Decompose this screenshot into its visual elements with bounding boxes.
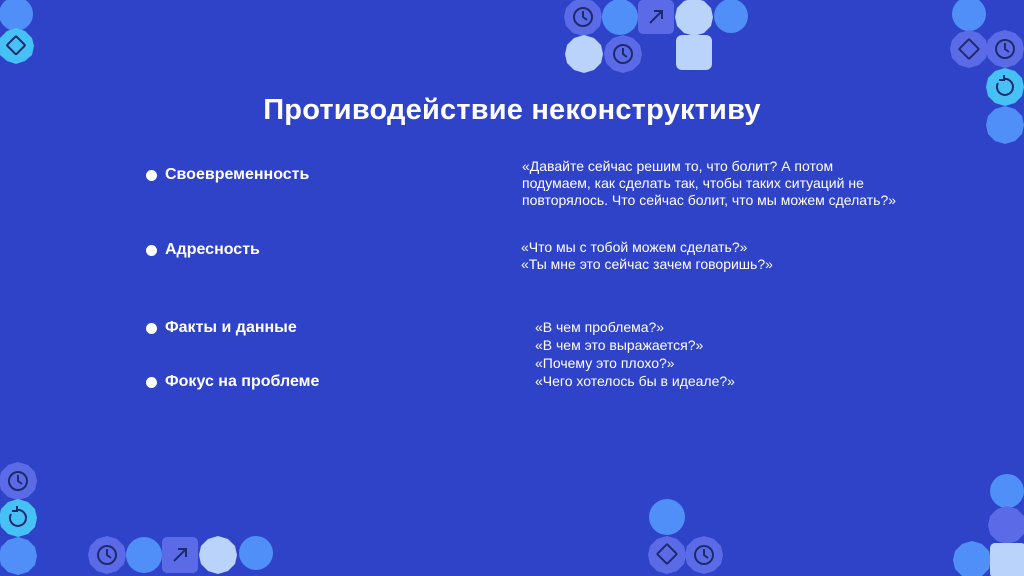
decor-badge xyxy=(953,541,991,576)
decor-badge xyxy=(648,536,686,574)
quote-block-timeliness xyxy=(522,158,896,209)
quote-line: «Почему это плохо?» xyxy=(535,355,675,371)
bullet-dot xyxy=(146,377,157,388)
bullet-label: Факты и данные xyxy=(165,319,297,336)
decor-badge xyxy=(0,28,34,64)
decor-circle xyxy=(714,0,748,33)
quote-line: подумаем, как сделать так, чтобы таких ситуаций не xyxy=(522,175,864,191)
bullet-item xyxy=(146,372,319,392)
decor-square xyxy=(990,543,1024,576)
quote-line: «Давайте сейчас решим то, что болит? А потом xyxy=(522,158,834,174)
quote-line: «В чем проблема?» xyxy=(535,319,665,335)
decor-badge xyxy=(199,536,237,574)
slide-title: Противодействие неконструктиву xyxy=(263,94,761,126)
decor-badge xyxy=(565,35,603,73)
quote-line: «Что мы с тобой можем сделать?» xyxy=(521,239,748,255)
decor-badge xyxy=(988,506,1024,544)
bullet-item xyxy=(146,240,260,260)
quote-block-facts xyxy=(535,318,735,390)
bullet-label: Адресность xyxy=(165,241,260,258)
decor-badge xyxy=(0,537,37,575)
decor-circle xyxy=(126,537,162,573)
decor-circle xyxy=(0,0,33,31)
decor-circle xyxy=(649,499,685,535)
decor-badge xyxy=(0,499,37,537)
decor-circle xyxy=(239,536,273,570)
decor-circle xyxy=(602,0,638,35)
quote-line: «В чем это выражается?» xyxy=(535,337,704,353)
quote-line: повторялось. Что сейчас болит, что мы можем сделать?» xyxy=(522,192,897,208)
decor-circle xyxy=(990,474,1024,508)
quote-line: «Чего хотелось бы в идеале?» xyxy=(535,373,735,389)
bullet-label: Своевременность xyxy=(165,166,310,183)
decor-badge xyxy=(675,0,713,36)
quote-line: «Ты мне это сейчас зачем говоришь?» xyxy=(521,256,773,272)
bullet-dot xyxy=(146,245,157,256)
bullet-dot xyxy=(146,323,157,334)
decor-badge xyxy=(950,30,988,68)
quote-block-addressing xyxy=(521,239,773,273)
bullet-item xyxy=(146,165,309,185)
decor-square xyxy=(676,35,712,70)
bullet-label: Фокус на проблеме xyxy=(165,373,320,390)
bullet-item xyxy=(146,318,297,338)
bullet-dot xyxy=(146,170,157,181)
decor-circle xyxy=(952,0,986,31)
